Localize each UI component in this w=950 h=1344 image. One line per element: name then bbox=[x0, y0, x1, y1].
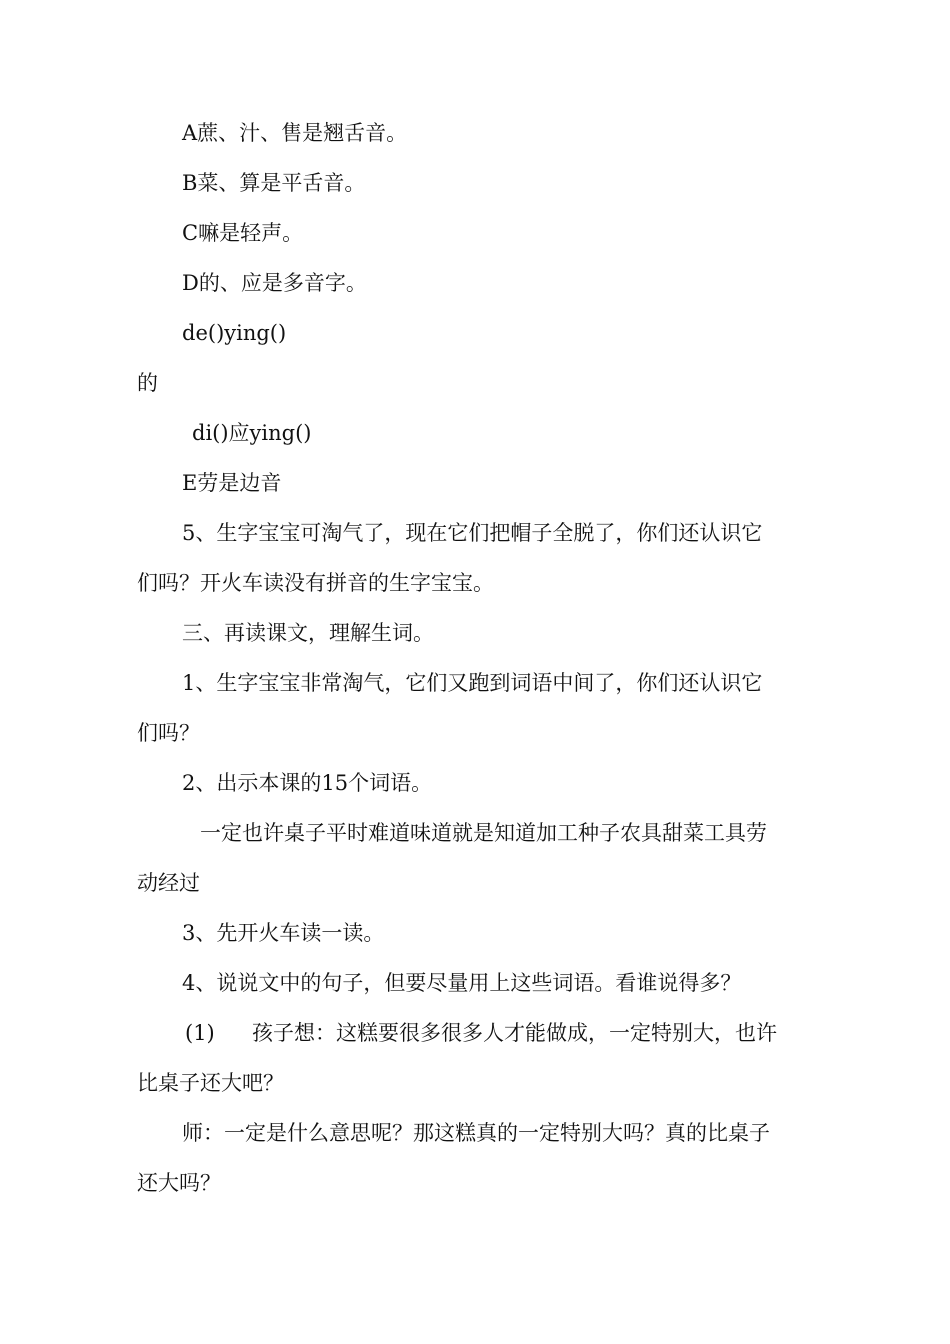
item-5-line: 5、生字宝宝可淘气了，现在它们把帽子全脱了，你们还认识它 bbox=[182, 521, 763, 545]
subitem-number: (1) bbox=[185, 1021, 215, 1045]
item-3-line: 3、先开火车读一读。 bbox=[182, 921, 385, 945]
item-1-line: 1、生字宝宝非常淘气，它们又跑到词语中间了，你们还认识它 bbox=[182, 671, 763, 695]
teacher-continued-line: 还大吗？ bbox=[137, 1171, 221, 1195]
subitem-1-line: 孩子想：这糕要很多很多人才能做成，一定特别大，也许 bbox=[252, 1021, 777, 1045]
character-de-line: 的 bbox=[137, 371, 158, 395]
section-3-heading: 三、再读课文，理解生词。 bbox=[182, 621, 434, 645]
item-1-continued-line: 们吗？ bbox=[137, 721, 200, 745]
item-5-continued-line: 们吗？开火车读没有拼音的生字宝宝。 bbox=[137, 571, 494, 595]
item-4-line: 4、说说文中的句子，但要尽量用上这些词语。看谁说得多？ bbox=[182, 971, 742, 995]
teacher-line: 师：一定是什么意思呢？那这糕真的一定特别大吗？真的比桌子 bbox=[182, 1121, 770, 1145]
pinyin-de-line: de()ying() bbox=[182, 321, 287, 345]
item-2-line: 2、出示本课的15个词语。 bbox=[182, 771, 433, 795]
option-b-line: B菜、算是平舌音。 bbox=[182, 171, 366, 195]
subitem-1-continued-line: 比桌子还大吧？ bbox=[137, 1071, 284, 1095]
option-a-line: A蔗、汁、售是翘舌音。 bbox=[182, 121, 408, 145]
option-c-line: C嘛是轻声。 bbox=[182, 221, 304, 245]
option-e-line: E劳是边音 bbox=[182, 471, 282, 495]
word-list-line: 一定也许桌子平时难道味道就是知道加工种子农具甜菜工具劳 bbox=[200, 821, 767, 845]
pinyin-di-line: di()应ying() bbox=[192, 421, 312, 445]
word-list-continued-line: 动经过 bbox=[137, 871, 200, 895]
option-d-line: D的、应是多音字。 bbox=[182, 271, 367, 295]
